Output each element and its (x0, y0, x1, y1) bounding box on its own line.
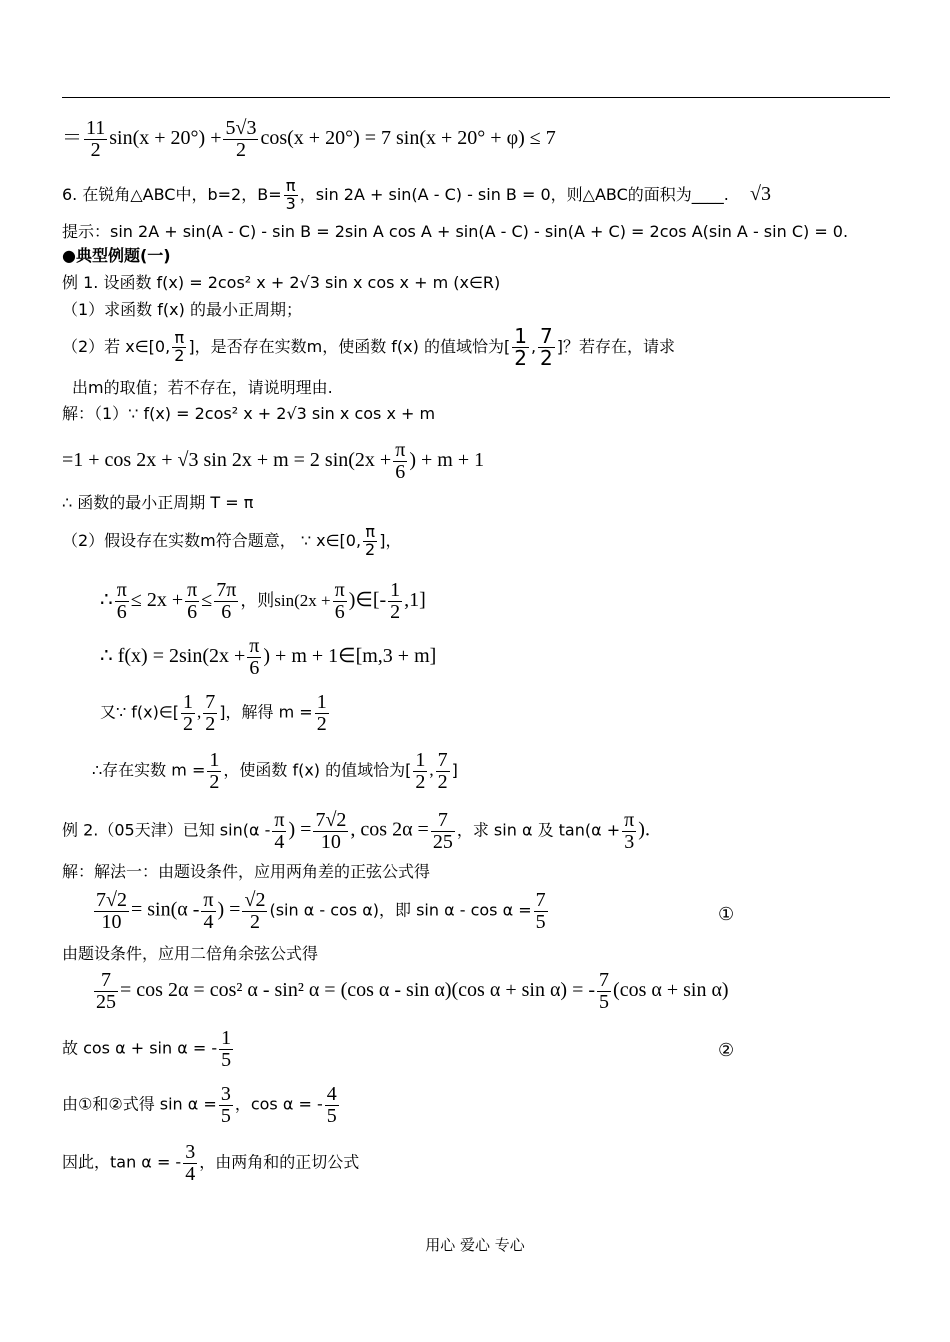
example-1-q2: （2）若 x∈[0, $\frac{\pi}{2}$ ]，是否存在实数m，使函数 f(x) 的值域恰为[ $\frac{1}{2}$ , $\frac{7}{2}$ ]？若存在，请求 (62, 324, 676, 370)
solution-3-tan: 因此，tan α = - $\frac{3}{4}$ ，由两角和的正切公式 (62, 1141, 360, 1185)
solution-1: 解：（1）∵ f(x) = 2cos² x + 2√3 sin x cos x + m (62, 404, 436, 423)
solution-3-sum: 故 cos α + sin α = - $\frac{1}{5}$ (62, 1027, 232, 1071)
solution-2-conclusion: ∴存在实数 m = $\frac{1}{2}$ ，使函数 f(x) 的值域恰为[ $\frac{1}{2}$ , $\frac{7}{2}$ ] (92, 749, 458, 793)
solution-2-fx: ∴ f(x) = 2sin(2x + $\frac{\pi}{6}$ ) + m + 1∈[m,3 + m] (100, 635, 437, 679)
solution-3-step1: $\frac{7√2}{10}$ = sin(α - $\frac{\pi}{4}$ ) = $\frac{√2}{2}$ (sin α - cos α)，即 sin α - cos α = $\frac{7}{5}$ (96, 889, 546, 933)
problem-6: 6. 在锐角△ABC中，b=2，B= $\frac{\pi}{3}$ ，sin 2A + sin(A - C) - sin B = 0，则△ABC的面积为____. √3 (62, 176, 771, 213)
example-1-q2-cont: 出m的取值；若不存在，请说明理由. (72, 378, 333, 397)
solution-3-values: 由①和②式得 sin α = $\frac{3}{5}$ ，cos α = - $\frac{4}{5}$ (62, 1083, 337, 1127)
solution-2-range: ∴ $\frac{\pi}{6}$ ≤ 2x + $\frac{\pi}{6}$ ≤ $\frac{7\pi}{6}$ ，则sin(2x + $\frac{\pi}{6}$ )∈[- $\frac{1}{2}$ ,1] (100, 579, 426, 623)
equation-marker-1: ① (718, 904, 735, 925)
solution-2-solve: 又∵ f(x)∈[ $\frac{1}{2}$ , $\frac{7}{2}$ ]，解得 m = $\frac{1}{2}$ (100, 691, 327, 735)
answer: √3 (749, 182, 771, 205)
example-1-q1: （1）求函数 f(x) 的最小正周期； (62, 300, 302, 319)
example-2: 例 2.（05天津）已知 sin(α - $\frac{\pi}{4}$ ) = $\frac{7√2}{10}$ , cos 2α = $\frac{7}{25}$ ，求 sin α 及 tan(α + $\frac{\pi}{3}$ ). (62, 809, 650, 853)
solution-1-period: ∴ 函数的最小正周期 T = π (62, 493, 254, 512)
solution-3-step2: $\frac{7}{25}$ = cos 2α = cos² α - sin² α = (cos α - sin α)(cos α + sin α) = - $\frac{7}{5}$ (cos α + sin α) (96, 969, 729, 1013)
line-result: ＝ $\frac{11}{2}$ sin(x + 20°) + $\frac{5√3}{2}$ cos(x + 20°) = 7 sin(x + 20° + φ) ≤ 7 (62, 117, 556, 161)
solution-1-step: =1 + cos 2x + √3 sin 2x + m = 2 sin(2x + $\frac{\pi}{6}$ ) + m + 1 (62, 439, 485, 483)
solution-3-cos: 由题设条件，应用二倍角余弦公式得 (62, 944, 319, 963)
hint: 提示：sin 2A + sin(A - C) - sin B = 2sin A cos A + sin(A - C) - sin(A + C) = 2cos A(sin A - sin C) = 0. (62, 222, 849, 241)
header-rule (62, 97, 890, 98)
equation-marker-2: ② (718, 1040, 735, 1061)
page-footer: 用心 爱心 专心 (425, 1236, 525, 1254)
example-1: 例 1. 设函数 f(x) = 2cos² x + 2√3 sin x cos x + m (x∈R) (62, 273, 501, 292)
section-title: ●典型例题(一) (62, 246, 171, 265)
solution-3: 解：解法一：由题设条件，应用两角差的正弦公式得 (62, 862, 431, 881)
solution-2: （2）假设存在实数m符合题意， ∵ x∈[0, $\frac{\pi}{2}$ ]， (62, 522, 402, 559)
frac: $\frac{11}{2}$ (86, 117, 106, 161)
